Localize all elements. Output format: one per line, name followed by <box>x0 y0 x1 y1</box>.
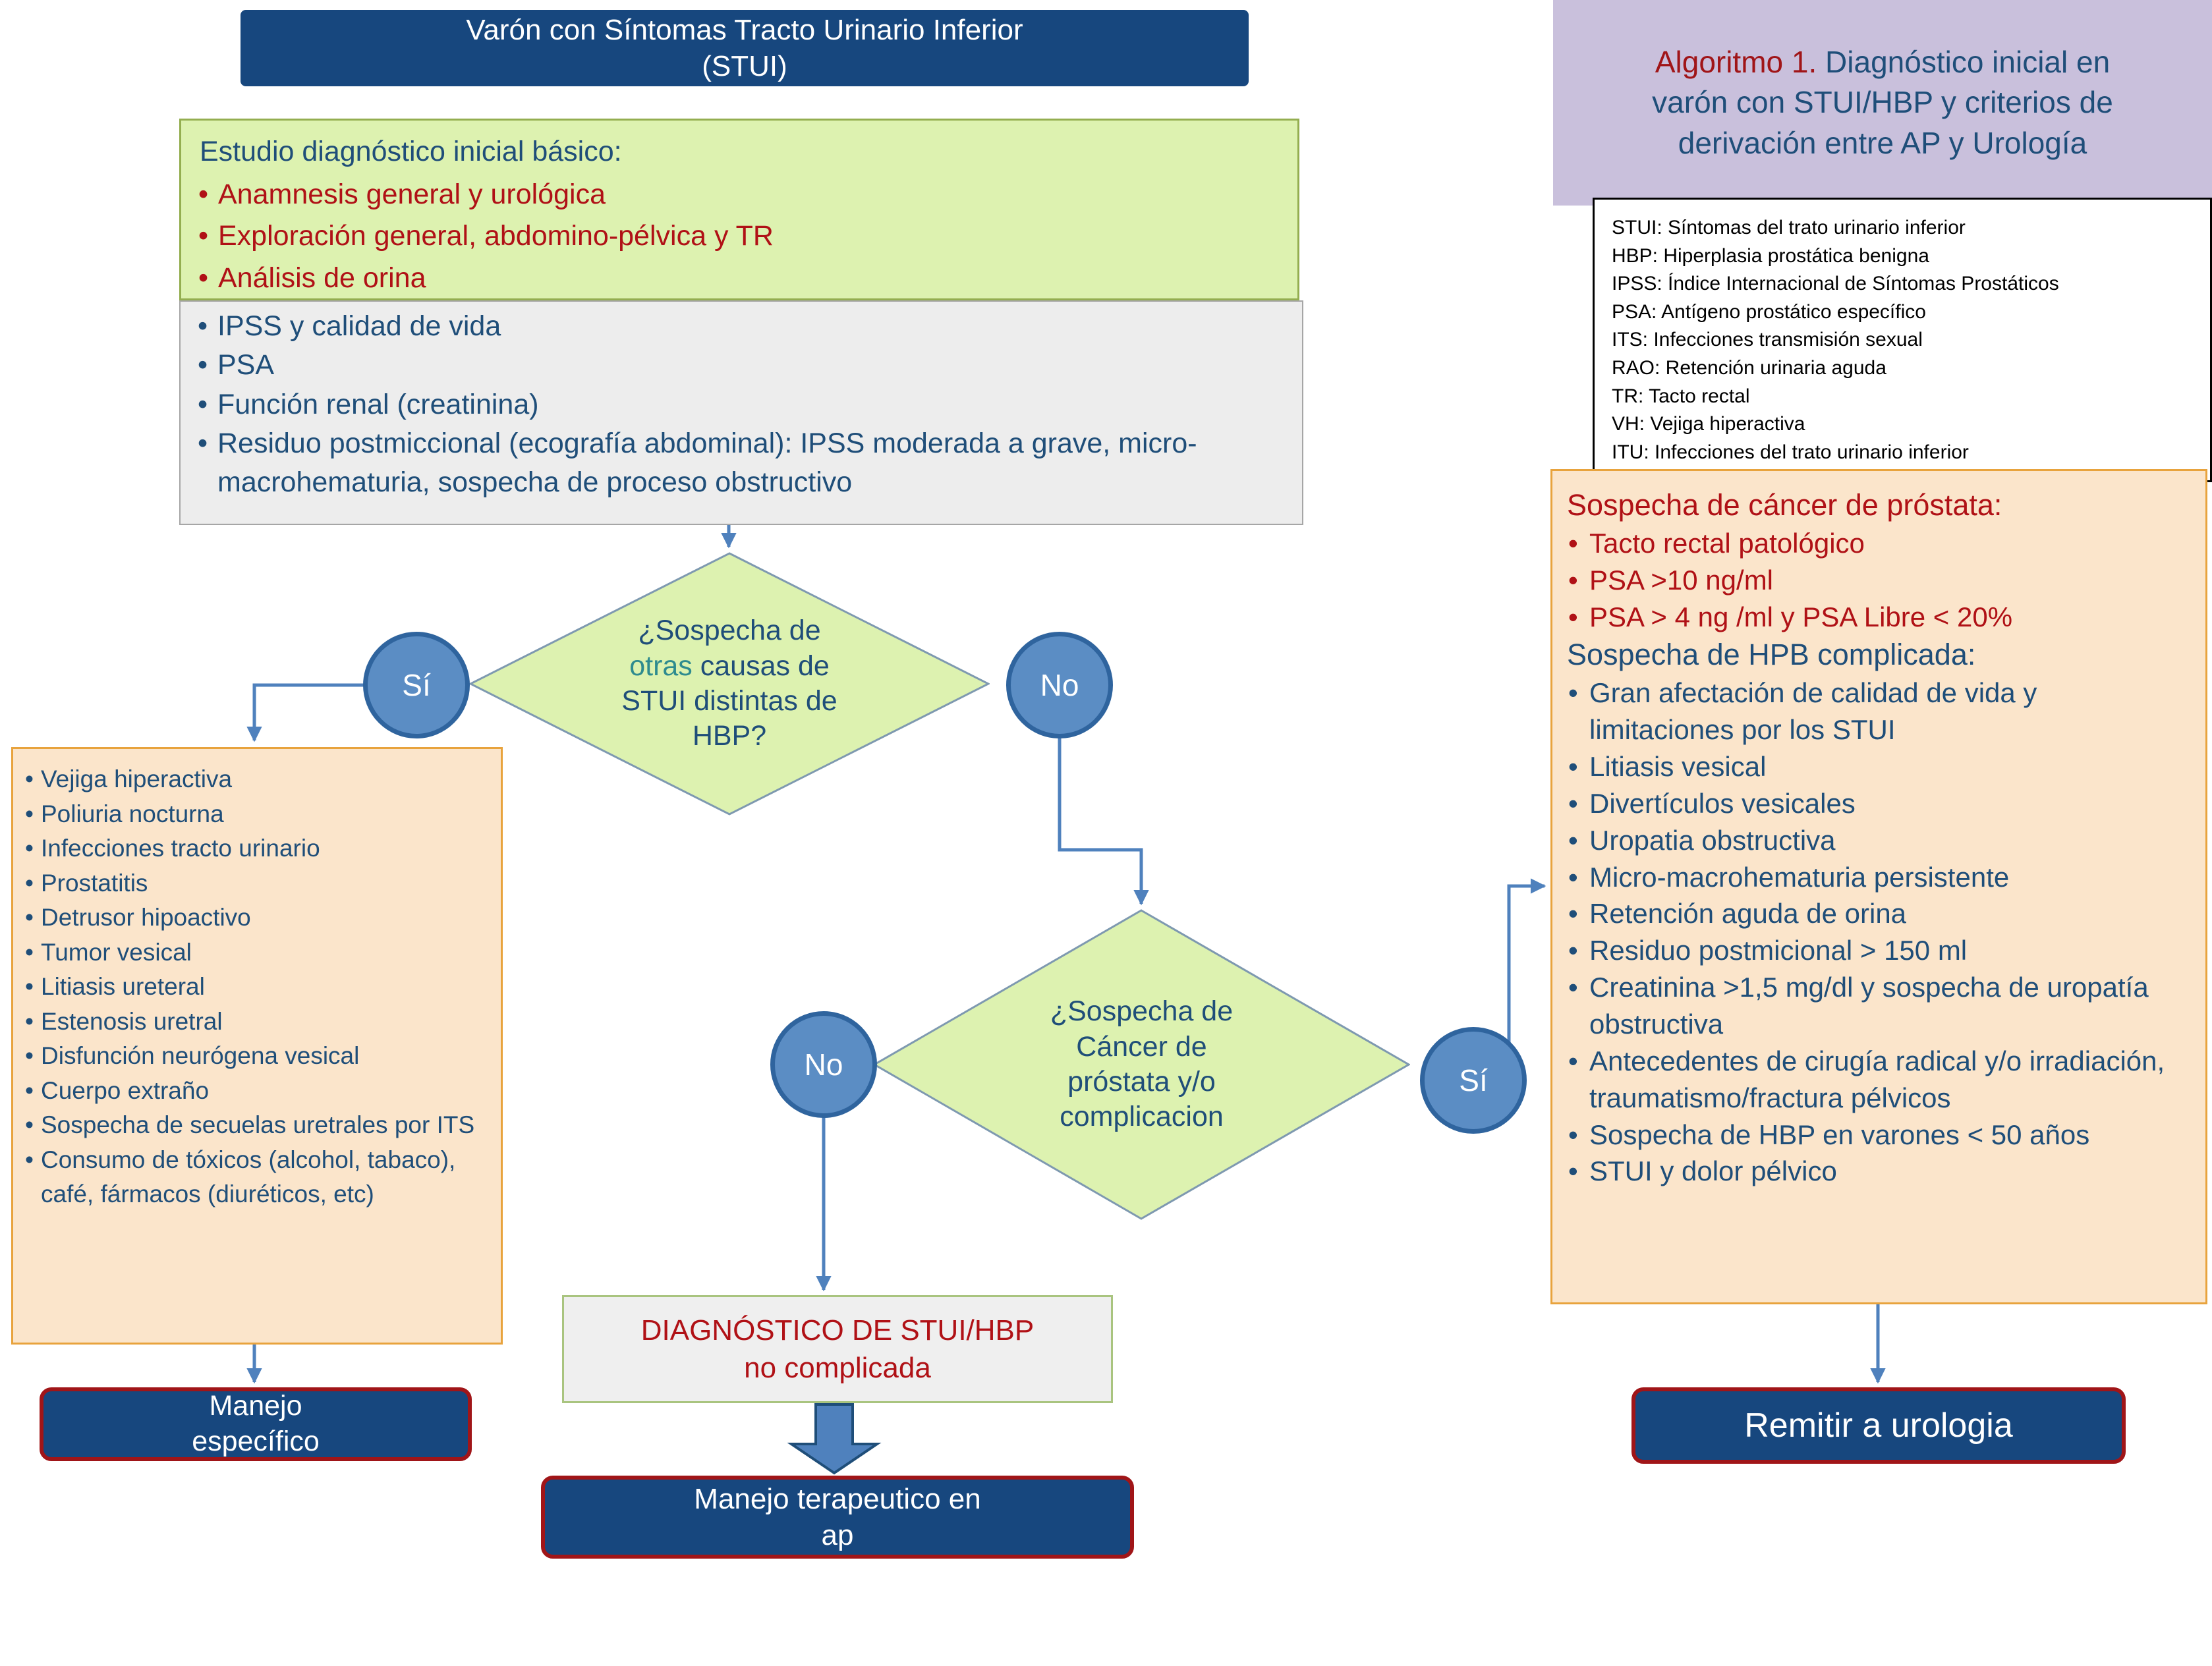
diagnostico-line2: no complicada <box>744 1352 931 1384</box>
list-item: • Uropatia obstructiva <box>1563 822 2188 859</box>
manejo-especifico-line1: Manejo <box>209 1390 302 1422</box>
list-item: • Cuerpo extraño <box>20 1074 490 1109</box>
list-item: • Detrusor hipoactivo <box>20 901 490 935</box>
bullet-icon: • <box>25 1146 34 1173</box>
initial-study-blue-list <box>192 307 1286 503</box>
bullet-icon: • <box>25 765 34 792</box>
abbreviation-line: STUI: Síntomas del trato urinario inferior <box>1612 217 1966 238</box>
abbreviation-line: ITU: Infecciones del trato urinario inferior <box>1612 441 1969 463</box>
algorithm-header-box <box>1553 0 2212 206</box>
list-item: • Análisis de orina <box>193 258 1282 299</box>
bullet-icon: • <box>198 388 208 420</box>
start-line2: (STUI) <box>702 50 787 82</box>
list-item: • Sospecha de HBP en varones < 50 años <box>1563 1117 2188 1153</box>
other-causes-box <box>11 747 503 1345</box>
list-item: • Divertículos vesicales <box>1563 785 2188 822</box>
bullet-icon: • <box>198 220 209 252</box>
list-item: • Sospecha de secuelas uretrales por ITS <box>20 1108 490 1143</box>
bullet-icon: • <box>1568 824 1578 856</box>
connector-decision1-yes <box>254 685 369 740</box>
bullet-icon: • <box>198 349 208 381</box>
list-item: • Disfunción neurógena vesical <box>20 1039 490 1074</box>
start-node <box>241 10 1249 86</box>
decision1-no-circle: No <box>1006 632 1113 738</box>
algorithm-header-text <box>1622 42 2143 164</box>
list-item: • Retención aguda de orina <box>1563 895 2188 932</box>
connector-decision2-yes <box>1509 886 1545 1054</box>
bullet-icon: • <box>1568 1155 1578 1187</box>
bullet-icon: • <box>1568 564 1578 596</box>
list-item: • Micro-macrohematuria persistente <box>1563 859 2188 896</box>
diagnostico-box <box>562 1295 1113 1403</box>
bullet-icon: • <box>1568 601 1578 632</box>
initial-study-red-list <box>193 174 1282 299</box>
list-item: • Residuo postmiccional (ecografía abdominal): IPSS moderada a grave, micro-macrohematuria, sospecha de proceso obstructivo <box>192 424 1286 503</box>
bullet-icon: • <box>1568 527 1578 559</box>
decision1-question <box>469 552 990 816</box>
remitir-urologia-node <box>1631 1387 2126 1464</box>
referral-criteria-box <box>1550 469 2207 1304</box>
hpb-complicated-title: Sospecha de HPB complicada: <box>1567 638 1976 672</box>
decision2-question <box>873 909 1410 1220</box>
list-item: • PSA > 4 ng /ml y PSA Libre < 20% <box>1563 599 2188 636</box>
bullet-icon: • <box>25 938 34 966</box>
list-item: • PSA >10 ng/ml <box>1563 562 2188 599</box>
initial-study-title: Estudio diagnóstico inicial básico: <box>200 136 622 167</box>
bullet-icon: • <box>25 904 34 931</box>
list-item: • Creatinina >1,5 mg/dl y sospecha de uropatía obstructiva <box>1563 969 2188 1043</box>
bullet-icon: • <box>25 835 34 862</box>
list-item: • Residuo postmicional > 150 ml <box>1563 932 2188 969</box>
decision2-no-circle: No <box>770 1011 877 1118</box>
bullet-icon: • <box>25 800 34 827</box>
bullet-icon: • <box>1568 972 1578 1003</box>
manejo-terapeutico-node <box>541 1476 1134 1559</box>
list-item: • IPSS y calidad de vida <box>192 307 1286 346</box>
bullet-icon: • <box>25 1007 34 1035</box>
manejo-terapeutico-line1: Manejo terapeutico en <box>694 1483 981 1515</box>
abbreviation-line: ITS: Infecciones transmisión sexual <box>1612 329 1923 351</box>
decision2-yes-circle: Sí <box>1420 1027 1527 1134</box>
abbreviation-line: PSA: Antígeno prostático específico <box>1612 300 1926 323</box>
list-item: • Gran afectación de calidad de vida y limitaciones por los STUI <box>1563 675 2188 748</box>
list-item: • Consumo de tóxicos (alcohol, tabaco), café, fármacos (diuréticos, etc) <box>20 1143 490 1212</box>
list-item: • Poliuria nocturna <box>20 797 490 832</box>
bullet-icon: • <box>1568 677 1578 709</box>
start-line1: Varón con Síntomas Tracto Urinario Inferior <box>466 14 1023 46</box>
manejo-especifico-node <box>40 1387 472 1461</box>
decision1-text-highlight: otras <box>629 650 693 682</box>
connector-decision1-no <box>1060 731 1141 904</box>
manejo-terapeutico-line2: ap <box>821 1519 854 1551</box>
bullet-icon: • <box>25 1076 34 1104</box>
list-item: • Estenosis uretral <box>20 1005 490 1040</box>
list-item: • Infecciones tracto urinario <box>20 831 490 866</box>
bullet-icon: • <box>25 869 34 897</box>
cancer-suspicion-title: Sospecha de cáncer de próstata: <box>1567 488 2002 522</box>
abbreviations-box <box>1593 198 2212 482</box>
list-item: • PSA <box>192 346 1286 385</box>
bullet-icon: • <box>198 310 208 342</box>
list-item: • Tumor vesical <box>20 935 490 970</box>
bullet-icon: • <box>25 973 34 1001</box>
diagnostico-line1: DIAGNÓSTICO DE STUI/HBP <box>640 1314 1035 1347</box>
bullet-icon: • <box>198 427 208 459</box>
bullet-icon: • <box>25 1111 34 1139</box>
list-item: • Anamnesis general y urológica <box>193 174 1282 215</box>
bullet-icon: • <box>1568 861 1578 893</box>
list-item: • Litiasis ureteral <box>20 970 490 1005</box>
abbreviation-line: IPSS: Índice Internacional de Síntomas Prostáticos <box>1612 273 2059 295</box>
decision2-text: ¿Sospecha de Cáncer de próstata y/o complicacion <box>1050 995 1234 1133</box>
initial-study-box <box>179 119 1299 300</box>
algorithm-header-label: Algoritmo 1. <box>1655 44 1817 79</box>
list-item: • Litiasis vesical <box>1563 748 2188 785</box>
block-arrow-down-icon <box>791 1404 877 1473</box>
bullet-icon: • <box>1568 935 1578 966</box>
bullet-icon: • <box>25 1042 34 1070</box>
remitir-urologia-label: Remitir a urologia <box>1744 1406 2013 1445</box>
decision1-text-post: causas de STUI distintas de HBP? <box>621 650 837 752</box>
bullet-icon: • <box>1568 1045 1578 1076</box>
decision1-diamond <box>469 552 990 816</box>
cancer-suspicion-list <box>1563 525 2188 636</box>
list-item: • Prostatitis <box>20 866 490 901</box>
list-item: • Vejiga hiperactiva <box>20 762 490 797</box>
abbreviation-line: VH: Vejiga hiperactiva <box>1612 413 1805 435</box>
list-item: • Tacto rectal patológico <box>1563 525 2188 562</box>
initial-study-extra-box <box>179 300 1303 525</box>
bullet-icon: • <box>1568 1119 1578 1150</box>
list-item: • Antecedentes de cirugía radical y/o irradiación, traumatismo/fractura pélvicos <box>1563 1043 2188 1117</box>
manejo-especifico-line2: específico <box>192 1426 320 1457</box>
abbreviation-line: TR: Tacto rectal <box>1612 385 1750 407</box>
list-item: • Exploración general, abdomino-pélvica y TR <box>193 215 1282 257</box>
bullet-icon: • <box>198 262 209 294</box>
bullet-icon: • <box>1568 898 1578 930</box>
algorithm-header-title: Diagnóstico inicial en varón con STUI/HBP y criterios de derivación entre AP y Urología <box>1652 44 2113 160</box>
decision1-yes-circle: Sí <box>363 632 470 738</box>
bullet-icon: • <box>1568 750 1578 782</box>
other-causes-list <box>20 762 490 1212</box>
abbreviation-line: RAO: Retención urinaria aguda <box>1612 356 1886 379</box>
abbreviations-list <box>1612 214 2193 466</box>
decision1-text-pre: ¿Sospecha de <box>638 615 821 647</box>
decision2-diamond <box>873 909 1410 1220</box>
hpb-complicated-list <box>1563 675 2188 1190</box>
list-item: • STUI y dolor pélvico <box>1563 1153 2188 1190</box>
abbreviation-line: HBP: Hiperplasia prostática benigna <box>1612 244 1929 267</box>
bullet-icon: • <box>198 179 209 211</box>
list-item: • Función renal (creatinina) <box>192 385 1286 424</box>
bullet-icon: • <box>1568 787 1578 819</box>
